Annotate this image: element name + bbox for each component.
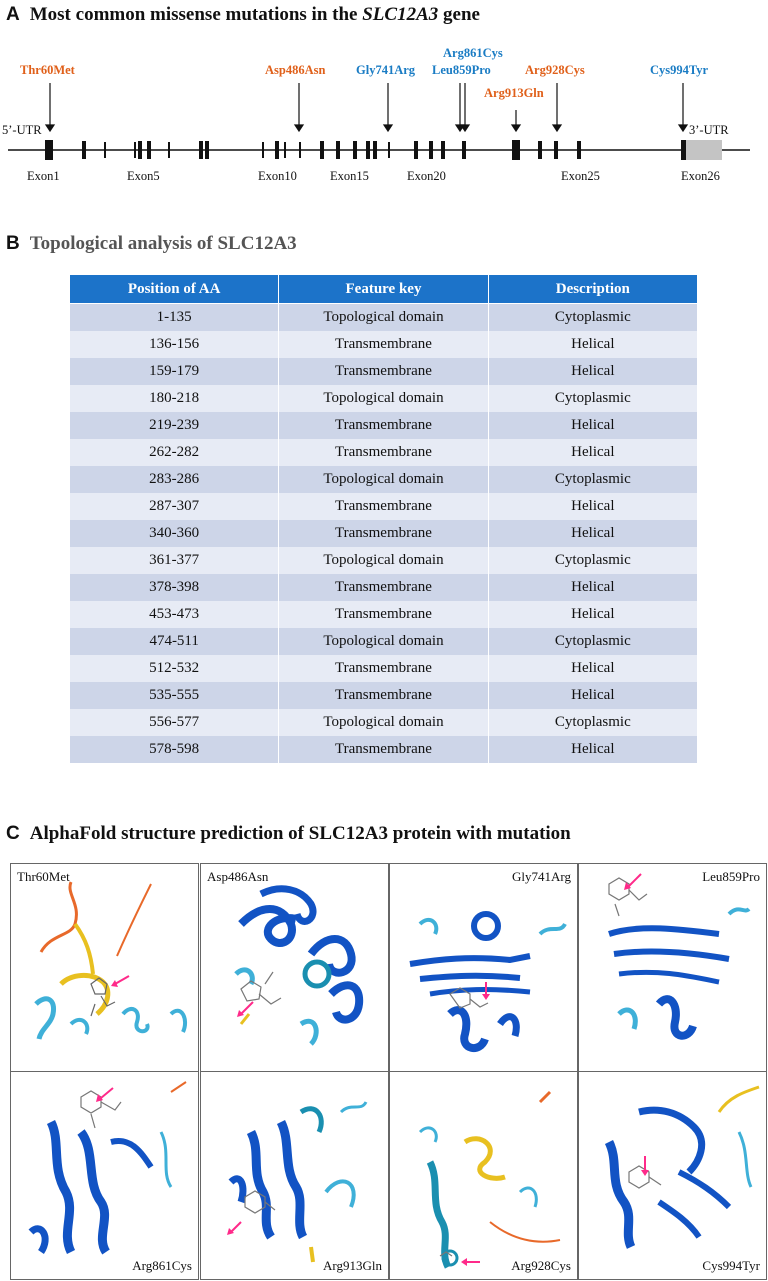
- section-c-title: [6, 823, 571, 845]
- table-cell: Topological domain: [279, 385, 488, 412]
- protein-structure-image: [579, 864, 766, 1071]
- table-cell: Cytoplasmic: [488, 547, 697, 574]
- table-cell: 180-218: [70, 385, 279, 412]
- panel-label: Arg928Cys: [511, 1258, 571, 1273]
- table-cell: Transmembrane: [279, 439, 488, 466]
- utr3-block: [686, 140, 722, 160]
- section-letter: A: [6, 4, 20, 25]
- table-row: [70, 466, 698, 493]
- mutation-label-gly741arg: Gly741Arg: [356, 63, 416, 77]
- exon-block: [199, 141, 203, 159]
- utr3-label: 3’-UTR: [689, 123, 729, 137]
- table-cell: 159-179: [70, 358, 279, 385]
- table-cell: Topological domain: [279, 709, 488, 736]
- table-cell: Helical: [488, 655, 697, 682]
- exon-label: Exon20: [407, 169, 446, 183]
- column-header: Description: [488, 275, 697, 304]
- table-cell: 1-135: [70, 304, 279, 332]
- table-cell: Helical: [488, 439, 697, 466]
- table-cell: 340-360: [70, 520, 279, 547]
- table-cell: 453-473: [70, 601, 279, 628]
- table-cell: 512-532: [70, 655, 279, 682]
- structure-panel-gly741arg: [389, 863, 578, 1072]
- mutation-label-arg913gln: Arg913Gln: [484, 86, 544, 100]
- table-cell: Helical: [488, 412, 697, 439]
- exon-block: [429, 141, 433, 159]
- table-cell: Helical: [488, 358, 697, 385]
- exon-block: [681, 140, 686, 160]
- exon-block: [299, 142, 301, 158]
- mutation-label-leu859pro: Leu859Pro: [432, 63, 491, 77]
- exon-block: [320, 141, 324, 159]
- title-text: AlphaFold structure prediction of SLC12A3 protein with mutation: [29, 823, 571, 844]
- table-row: [70, 655, 698, 682]
- exon-block: [462, 141, 466, 159]
- table-cell: Transmembrane: [279, 520, 488, 547]
- exon-block: [262, 142, 264, 158]
- table-cell: 361-377: [70, 547, 279, 574]
- exon-label: Exon26: [681, 169, 720, 183]
- utr5-label: 5’-UTR: [2, 123, 42, 137]
- table-row: [70, 601, 698, 628]
- table-row: [70, 682, 698, 709]
- mutation-label-arg928cys: Arg928Cys: [525, 63, 585, 77]
- gene-structure-diagram: [0, 30, 768, 190]
- table-cell: Helical: [488, 331, 697, 358]
- table-cell: Helical: [488, 493, 697, 520]
- table-cell: Helical: [488, 601, 697, 628]
- panel-label: Arg913Gln: [323, 1258, 382, 1273]
- title-text: Topological analysis of SLC12A3: [29, 233, 297, 254]
- table-cell: Cytoplasmic: [488, 628, 697, 655]
- table-cell: Topological domain: [279, 547, 488, 574]
- gene-name: SLC12A3: [362, 4, 439, 25]
- exon-block: [275, 141, 279, 159]
- exon-block: [388, 142, 390, 158]
- section-a-title: [6, 4, 480, 26]
- exon-block: [538, 141, 542, 159]
- table-cell: 136-156: [70, 331, 279, 358]
- table-cell: Topological domain: [279, 304, 488, 332]
- table-cell: Cytoplasmic: [488, 709, 697, 736]
- table-cell: 262-282: [70, 439, 279, 466]
- table-row: [70, 493, 698, 520]
- panel-label: Leu859Pro: [702, 869, 760, 884]
- exon-block: [104, 142, 106, 158]
- mutation-label-asp486asn: Asp486Asn: [265, 63, 326, 77]
- mutation-label-thr60met: Thr60Met: [20, 63, 75, 77]
- topology-table: [69, 274, 698, 763]
- structure-panel-arg928cys: [389, 1071, 578, 1280]
- panel-label: Thr60Met: [17, 869, 70, 884]
- exon-label: Exon10: [258, 169, 297, 183]
- table-cell: Transmembrane: [279, 736, 488, 763]
- table-cell: 556-577: [70, 709, 279, 736]
- exon-label: Exon5: [127, 169, 160, 183]
- table-row: [70, 520, 698, 547]
- protein-structure-image: [201, 1072, 388, 1279]
- column-header: Feature key: [279, 275, 488, 304]
- exon-block: [373, 141, 377, 159]
- table-cell: Helical: [488, 736, 697, 763]
- exon-block: [45, 140, 53, 160]
- protein-structure-image: [579, 1072, 766, 1279]
- table-cell: 283-286: [70, 466, 279, 493]
- table-row: [70, 736, 698, 763]
- table-cell: Helical: [488, 520, 697, 547]
- table-cell: Topological domain: [279, 466, 488, 493]
- table-cell: 535-555: [70, 682, 279, 709]
- structure-panel-asp486asn: [200, 863, 389, 1072]
- exon-block: [414, 141, 418, 159]
- table-cell: 219-239: [70, 412, 279, 439]
- exon-block: [577, 141, 581, 159]
- table-header-row: [70, 275, 698, 304]
- structure-panel-leu859pro: [578, 863, 767, 1072]
- table-cell: Transmembrane: [279, 493, 488, 520]
- title-text-end: gene: [438, 4, 480, 25]
- mutation-label-cys994tyr: Cys994Tyr: [650, 63, 709, 77]
- exon-block: [512, 140, 520, 160]
- table-cell: Cytoplasmic: [488, 304, 697, 332]
- protein-structure-image: [201, 864, 388, 1071]
- table-cell: 287-307: [70, 493, 279, 520]
- table-row: [70, 709, 698, 736]
- panel-label: Cys994Tyr: [702, 1258, 760, 1273]
- protein-structure-image: [390, 1072, 577, 1279]
- panel-label: Asp486Asn: [207, 869, 269, 884]
- structure-panel-thr60met: [10, 863, 199, 1072]
- table-row: [70, 547, 698, 574]
- table-row: [70, 628, 698, 655]
- exon-block: [134, 142, 136, 158]
- table-cell: Transmembrane: [279, 682, 488, 709]
- panel-label: Arg861Cys: [132, 1258, 192, 1273]
- column-header: Position of AA: [70, 275, 279, 304]
- mutation-arrows: [46, 83, 687, 131]
- table-cell: Transmembrane: [279, 574, 488, 601]
- structure-panel-cys994tyr: [578, 1071, 767, 1280]
- table-cell: Transmembrane: [279, 601, 488, 628]
- table-row: [70, 304, 698, 332]
- exon-label: Exon15: [330, 169, 369, 183]
- structure-panel-arg913gln: [200, 1071, 389, 1280]
- exon-block: [441, 141, 445, 159]
- exon-block: [336, 141, 340, 159]
- table-row: [70, 439, 698, 466]
- table-cell: Cytoplasmic: [488, 385, 697, 412]
- table-cell: Helical: [488, 574, 697, 601]
- table-cell: Topological domain: [279, 628, 488, 655]
- section-letter: B: [6, 233, 20, 254]
- table-cell: Helical: [488, 682, 697, 709]
- structure-panel-arg861cys: [10, 1071, 199, 1280]
- protein-structure-image: [11, 864, 198, 1071]
- exon-block: [205, 141, 209, 159]
- table-cell: Cytoplasmic: [488, 466, 697, 493]
- title-text: Most common missense mutations in the: [29, 4, 363, 25]
- protein-structure-image: [390, 864, 577, 1071]
- exon-block: [147, 141, 151, 159]
- panel-label: Gly741Arg: [512, 869, 571, 884]
- table-cell: Transmembrane: [279, 358, 488, 385]
- exon-block: [554, 141, 558, 159]
- table-row: [70, 331, 698, 358]
- mutation-label-arg861cys: Arg861Cys: [443, 46, 503, 60]
- table-cell: 378-398: [70, 574, 279, 601]
- table-row: [70, 412, 698, 439]
- table-cell: Transmembrane: [279, 412, 488, 439]
- table-cell: Transmembrane: [279, 655, 488, 682]
- table-cell: 578-598: [70, 736, 279, 763]
- exon-block: [82, 141, 86, 159]
- section-letter: C: [6, 823, 20, 844]
- section-b-title: [6, 233, 297, 255]
- table-row: [70, 385, 698, 412]
- table-cell: Transmembrane: [279, 331, 488, 358]
- table-row: [70, 358, 698, 385]
- table-row: [70, 574, 698, 601]
- exon-label: Exon25: [561, 169, 600, 183]
- exon-block: [284, 142, 286, 158]
- protein-structure-image: [11, 1072, 198, 1279]
- table-cell: 474-511: [70, 628, 279, 655]
- exon-block: [366, 141, 370, 159]
- exon-label: Exon1: [27, 169, 60, 183]
- exon-block: [138, 141, 142, 159]
- exon-block: [168, 142, 170, 158]
- exon-block: [353, 141, 357, 159]
